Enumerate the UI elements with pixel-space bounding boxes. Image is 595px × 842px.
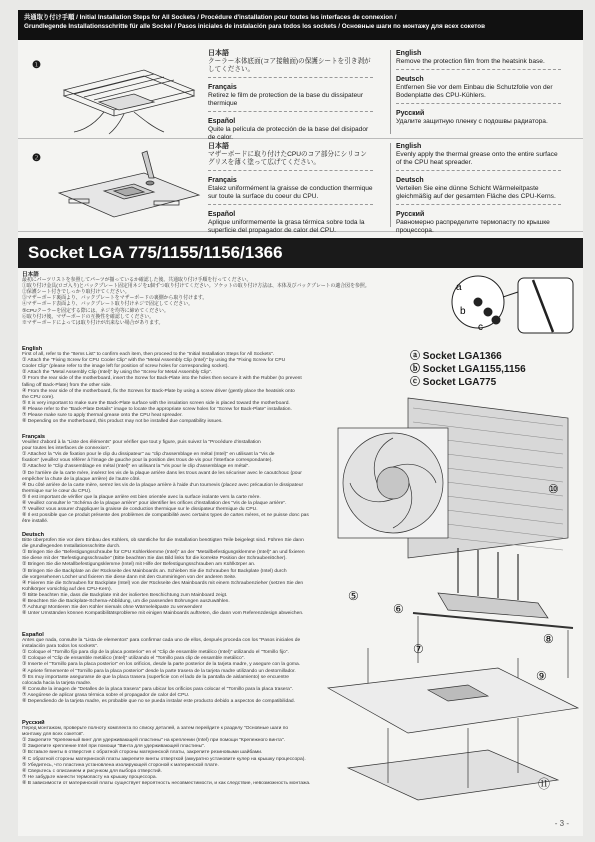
text-line: ⑦ Please make sure to apply thermal grease onto the CPU heat spreader.: [22, 413, 183, 419]
text-line: ⑤ Es muy importante asegurarse de que la placa trasera (superficie con el lado de la pantalla de aislamiento) se encuentre: [22, 674, 289, 680]
section-ja: [22, 272, 370, 327]
socket-title-bar: [18, 238, 583, 268]
text-line: thermique sur le cœur du CPU).: [22, 488, 92, 494]
step-text-ru: Равномерно распределите термопасту по крышке процессора.: [396, 219, 550, 234]
section-lang-label: Deutsch: [22, 532, 45, 538]
step-text-ja: クーラー本体底面(コア接触面)の保護シートを引き剥がしてください。: [208, 58, 371, 73]
text-line: ①取り付け金具(ロゴ入り)とバックプレート固定用ネジを1個ずつ取り付けてください。ソケットの取り付け方法は、本体及びバックプレートの適合図を参照。: [22, 284, 370, 290]
step-text-de: Verteilen Sie eine dünne Schicht Wärmeleitpaste gleichmäßig auf der gesamten Fläche des CPU-Kerns.: [396, 185, 556, 200]
text-line: ① Bringen Sie die "Befestigungsschraube für CPU Kühlerklemme (Intel)" an der "Metallbefestigungsklemme (Intel)" an und fixieren: [22, 550, 305, 556]
text-line: ⑧ Depending on the motherboard, this product may not be installed due compatibility issues.: [22, 419, 223, 425]
step-number: ❶: [32, 60, 41, 71]
text-line: colocada hacia la tarjeta madre.: [22, 680, 92, 686]
text-line: ⑥ Please refer to the "Back-Plate Details" image to locate the appropriate screw holes for "Screw for Back-Plate" installation.: [22, 406, 292, 412]
step-1-left-column: [208, 50, 373, 151]
section-lang-label: Français: [22, 434, 46, 440]
header-line-2: Grundlegende Installationsschritte für alle Sockel / Pasos iniciales de instalación para todos los sockets / Основные шаги по монтажу для всех сокетов: [24, 23, 485, 30]
step-text-de: Entfernen Sie vor dem Einbau die Schutzfolie von der Bodenplatte des CPU-Kühlers.: [396, 84, 553, 99]
step-number: ❷: [32, 153, 41, 164]
text-line: ⑤ Bitte beachten Sie, dass die Backplate mit der isolierten Beschichtung zum Mainboard zeigt.: [22, 592, 228, 598]
text-line: Перед монтажом, проверьте полноту комплекта по списку деталей, а затем перейдите к разделу "Основные шаги по: [22, 726, 289, 732]
text-line: empêcher la chute de la plaque arrière) de l'autre côté.: [22, 476, 141, 482]
step-text-ru: Удалите защитную пленку с подошвы радиатора.: [396, 118, 548, 125]
text-line: ⑦ Veuillez vous assurer d'appliquer la graisse de conduction thermique sur le dissipateur thermique du CPU.: [22, 507, 258, 513]
section-lang-label: 日本語: [22, 272, 39, 278]
text-line: ⑧ Il est possible que ce produit présente des problèmes de compatibilité avec certains types de cartes mères, et ne puisse donc pas: [22, 513, 309, 519]
figure-label-8: ⑧: [543, 632, 554, 646]
text-line: ② Закрепите крепление Intel при помощи "Винта для удерживающей пластины".: [22, 744, 206, 750]
text-line: ③マザーボード裏面より、バックプレートをマザーボードの裏側から取り付けます。: [22, 296, 208, 302]
text-line: ※マザーボードによっては取り付けが出来ない場合があります。: [22, 320, 164, 326]
section-ru: [22, 720, 332, 787]
socket-hole-callout: [448, 272, 578, 342]
figure-label-10: ⑩: [548, 482, 559, 496]
text-line: Veuillez d'abord à la "Liste des éléments" pour vérifier que tout y figure, puis suivez la "Procédure d'installation: [22, 440, 261, 446]
step-2-right-column: [396, 143, 561, 244]
manual-page: [18, 10, 583, 836]
text-line: Bitte überprüfen Sie vor dem Einbau des Kühlers, ob sämtliche für die Installation benötigten Teile beigelegt sind. Führen Sie dann: [22, 538, 304, 544]
text-line: ③ Inserte el "Tornillo para la placa posterior" en los orificios, desde la parte posterior de la tarjeta madre, y asegure con la goma.: [22, 662, 301, 668]
section-lang-label: English: [22, 346, 43, 352]
section-lang-label: Español: [22, 632, 44, 638]
text-line: ⑥ Beachten Sie die Backplate-Schema-Abbildung, um die passenden Bohrungen auszuwählen.: [22, 599, 230, 605]
header-banner: [18, 10, 583, 40]
text-line: ③ Bringen Sie die Backplate an der Rückseite des Mainboards an. Schieben Sie die Schrauben für Backplate (Intel) durch: [22, 568, 287, 574]
lang-label-ja: 日本語: [208, 50, 229, 57]
legend-lga1366: ⓐ Socket LGA1366: [410, 351, 502, 362]
text-line: pour toutes les interfaces de connexion".: [22, 446, 111, 452]
step-text-en: Remove the protection film from the heatsink base.: [396, 58, 545, 65]
text-line: First of all, refer to the "Items List" to confirm each item, then proceed to the "Initial Installation Steps for All Sockets".: [22, 352, 275, 358]
text-line: ④ From the rear side of the motherboard, fix the Screws for Back-Plate by using a screw driver (gently place the heatsink onto: [22, 388, 295, 394]
text-line: Cooler Clip" (please refer to the image left for position of screw holes for corresponding socket).: [22, 364, 229, 370]
text-line: ② Attach the "Metal Assembly Clip (Intel)" by using the "Screw for Metal Assembly Clip".: [22, 370, 213, 376]
text-line: fixation" (veuillez vous référer à l'image de gauche pour la position des trous de vis pour l'interface correspondante).: [22, 458, 273, 464]
heatsink-base-illustration: [54, 50, 202, 134]
lang-label-ru: Русский: [396, 211, 425, 218]
text-line: монтажу для всех сокетов".: [22, 732, 85, 738]
text-line: ⑧ Dependiendo de la tarjeta madre, es probable que no se pueda instalar este producto debido a aspectos de compatibilidad.: [22, 699, 296, 705]
figure-label-5: ⑤: [348, 589, 359, 603]
column-divider: [390, 143, 391, 227]
step-text-ja: マザーボードに取り付けたCPUのコア部分にシリコングリスを薄く塗って広げてください。: [208, 151, 367, 166]
section-es: [22, 632, 332, 705]
text-line: ②保護シート付きでしっかり取付けてください。: [22, 290, 130, 296]
lang-label-de: Deutsch: [396, 76, 424, 83]
lang-label-fr: Français: [208, 84, 237, 91]
socket-title: Socket LGA 775/1155/1156/1366: [28, 243, 283, 262]
text-line: ⑤CPUクーラーを固定する際には、ネジを均等に締めてください。: [22, 308, 169, 314]
motherboard-cpu-illustration: [54, 143, 202, 227]
text-line: ⑥ Сверьтесь с описанием и рисунком для выбора отверстий.: [22, 768, 162, 774]
text-line: ③ From the rear side of the motherboard, insert the Screw for Back-Plate into the holes then secure it with the Rubber (to prevent: [22, 376, 302, 382]
text-line: ④ Apriete firmemente el "Tornillo para la placa posterior" desde la parte trasera de la tarjeta madre utilizando un destornillador.: [22, 668, 296, 674]
text-line: ⑧ Unter Umständen können Kompatibilitätsprobleme mit einigen Mainboards auftreten, die dann vom Referenzdesign abweichen.: [22, 611, 304, 617]
common-steps: [18, 46, 583, 232]
step-text-es: Quite la película de protección de la base del disipador de calor.: [208, 126, 369, 141]
column-divider: [390, 50, 391, 134]
text-line: ② Coloque el "Clip de ensamble metálico (Intel)" utilizando el "Tornillo para clip de ensamble metálico".: [22, 656, 245, 662]
lang-label-ja: 日本語: [208, 143, 229, 150]
lang-label-en: English: [396, 143, 422, 150]
text-line: ③ De l'arrière de la carte mère, insérez les vis de la plaque arrière dans les trous avant de les sécuriser avec le caoutchouc (pour: [22, 470, 302, 476]
section-fr: [22, 434, 332, 525]
text-line: Kühlkörper vorsichtig auf den CPU-Kern).: [22, 586, 112, 592]
socket-legend: [410, 350, 526, 389]
text-line: ⑥ Consulte la imagen de "Detalles de la placa trasera" para ubicar los orificios para colocar el "Tornillo para la placa trasera".: [22, 686, 293, 692]
lang-label-es: Español: [208, 211, 236, 218]
legend-lga1155-1156: ⓑ Socket LGA1155,1156: [410, 364, 526, 375]
lang-label-es: Español: [208, 118, 236, 125]
step-1: [18, 46, 583, 139]
text-line: ⑤ It is very important to make sure the Back-Plate surface with the insulation screen side is placed toward the motherboard.: [22, 400, 290, 406]
text-line: ② Bringen Sie die Metallbefestigungsklemme (Intel) mit Hilfe der Befestigungsschrauben am Kühlkörper an.: [22, 562, 256, 568]
lang-label-en: English: [396, 50, 422, 57]
text-line: ④ Fixieren Sie die Schrauben für Backplate (Intel) von der Rückseite des Mainboards mit einem Schraubenzieher (setzen Sie den: [22, 580, 304, 586]
text-line: ⑦ Achtung! Montieren Sie den Kühler niemals ohne Wärmeleitpaste zu verwenden!: [22, 605, 203, 611]
section-de: [22, 532, 332, 617]
text-line: 最初にパーツリストを参照してパーツが揃っているか確認した後、共通取り付け手順を行ってください。: [22, 278, 252, 284]
text-line: ⑥取り付け後、マザーボードの互換性を確認してください。: [22, 314, 155, 320]
text-line: falling off Back-Plate) from the other side.: [22, 382, 112, 388]
text-line: ④ С обратной стороны материнской платы закрепите винты отверткой (аккуратно установите кулер на крышку процессора).: [22, 756, 306, 762]
text-line: ⑦ Не забудьте нанести термопасту на крышку процессора.: [22, 774, 157, 780]
text-line: ① Coloque el "Tornillo fijo para clip de la placa posterior" en el "Clip de ensamble metálico (Intel)" utilizando el "Tornillo fijo".: [22, 650, 289, 656]
callout-c: c: [478, 322, 483, 333]
legend-lga775: ⓒ Socket LGA775: [410, 377, 497, 388]
step-1-right-column: [396, 50, 561, 135]
text-line: ② Attachez le "Clip d'assemblage en métal (Intel)" en utilisant la "Vis pour le clip d'assemblage en métal".: [22, 464, 250, 470]
text-line: être installé.: [22, 519, 49, 525]
text-line: ① Attach the "Fixing Screw for CPU Cooler Clip" with the "Metal Assembly Clip (Intel)" by using the "Fixing Screw for CPU: [22, 358, 286, 364]
text-line: the CPU core).: [22, 394, 55, 400]
callout-a: a: [456, 282, 462, 293]
text-line: ⑤ Il est important de vérifier que la plaque arrière est bien orientée avec la surface isolante vers la carte mère.: [22, 494, 261, 500]
text-line: ⑤ Убедитесь, что пластина установлена изолирующей стороной к материнской плате.: [22, 762, 219, 768]
step-2: [18, 139, 583, 232]
step-text-fr: Etalez uniformément la graisse de conduction thermique sur toute la surface du coeur du CPU.: [208, 185, 373, 200]
text-line: ④ Du côté arrière de la carte mère, serrez les vis de la plaque arrière à l'aide d'un tournevis (placez avec précaution le dissipateur: [22, 482, 304, 488]
lang-label-de: Deutsch: [396, 177, 424, 184]
text-line: instalación para todos los sockets".: [22, 644, 99, 650]
step-2-left-column: [208, 143, 373, 244]
step-text-en: Evenly apply the thermal grease onto the entire surface of the CPU heat spreader.: [396, 151, 558, 166]
header-line-1: 共通取り付け手順 / Initial Installation Steps for All Sockets / Procédure d'installation pour toutes les interfaces de connexion /: [24, 14, 397, 21]
figure-label-9: ⑨: [536, 669, 547, 683]
text-line: ⑧ В зависимости от материнской платы существует вероятность несовместимости, и как следствие, невозможность монтажа.: [22, 780, 311, 786]
page-number: - 3 -: [554, 819, 569, 828]
text-line: ③ Вставьте винты в отверстия с обратной стороны материнской платы, закрепите резиновыми шайбами.: [22, 750, 263, 756]
section-lang-label: Русский: [22, 720, 45, 726]
text-line: ① Attachez la "Vis de fixation pour le clip du dissipateur" au "clip d'assemblage en métal (Intel)" en utilisant la "Vis de: [22, 452, 275, 458]
figure-label-7: ⑦: [413, 642, 424, 656]
callout-b: b: [460, 306, 466, 317]
step-text-es: Aplique uniformemente la grasa térmica sobre toda la superficie del propagador de calor del CPU.: [208, 219, 365, 234]
text-line: ④マザーボード表面より、バックプレート取り付けネジで固定してください。: [22, 302, 193, 308]
cooler-assembly-illustration: [318, 388, 580, 828]
lang-label-fr: Français: [208, 177, 237, 184]
step-text-fr: Retirez le film de protection de la base du dissipateur thermique: [208, 92, 364, 107]
text-line: die grundlegenden Installationsschritte durch.: [22, 544, 121, 550]
figure-label-6: ⑥: [393, 602, 404, 616]
text-line: ① Закрепите "Крепежный винт для удерживающей пластины" на креплении (Intel) при помощи "Крепежного винта".: [22, 738, 285, 744]
text-line: ⑦ Asegúrese de aplicar grasa térmica sobre el propagador de calor del CPU.: [22, 692, 190, 698]
text-line: die vorgesehenen Löcher und fixieren Sie diese dann mit den Gummiringen von der anderen Seite.: [22, 574, 237, 580]
text-line: Sie diese mit der "Befestigungsschraube" (Bitte beachten Sie das Bild links für die korrekte Position der Schraubenlöcher).: [22, 556, 287, 562]
text-line: ⑥ Veuillez consulter le "Schéma de la plaque arrière" pour identifier les orifices d'installation des "Vis de la plaque arrière".: [22, 501, 287, 507]
figure-label-11: ⑪: [538, 777, 551, 791]
text-line: Antes que nada, consulte la "Lista de elementos" para confirmar cada uno de ellos, después proceda con los "Pasos iniciales de: [22, 638, 301, 644]
lang-label-ru: Русский: [396, 110, 425, 117]
